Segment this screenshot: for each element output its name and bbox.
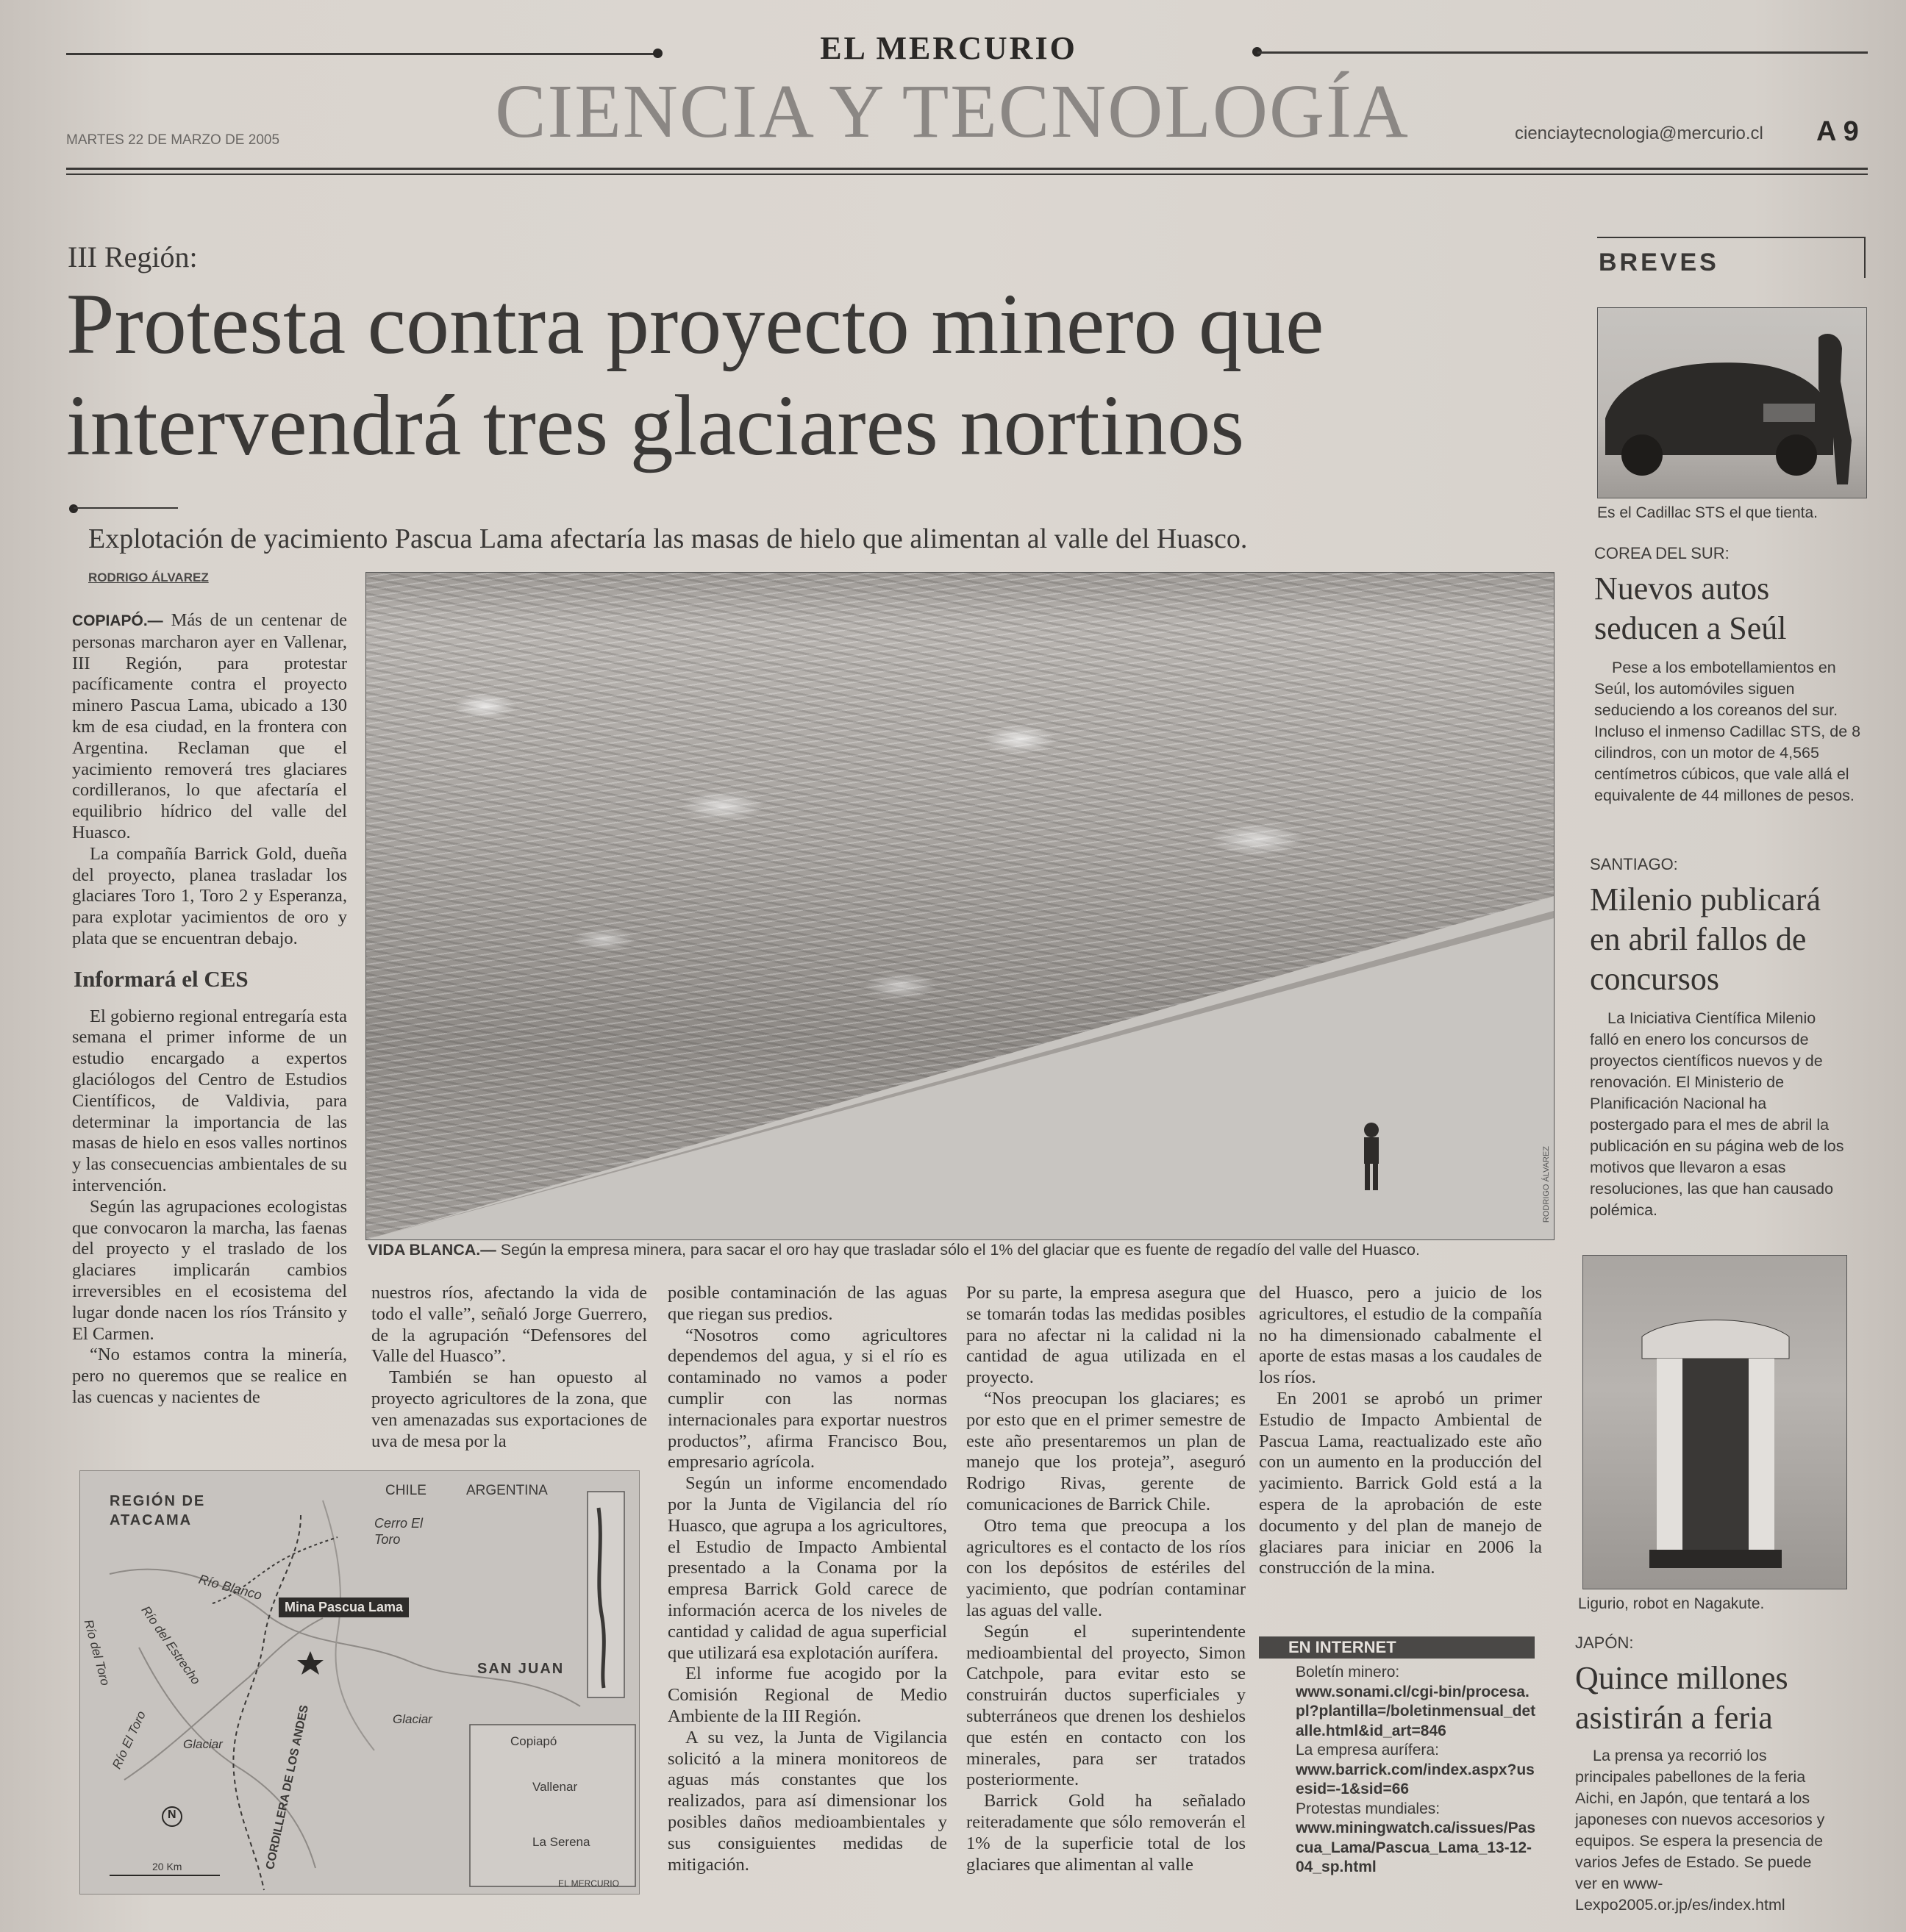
breves-side-rule [1864,237,1866,278]
article-headline [66,273,1581,476]
car-wheel-rear [1776,434,1817,476]
breve3-kicker: JAPÓN: [1575,1634,1634,1652]
internet-header: EN INTERNET [1288,1638,1396,1656]
mine-star-icon [297,1651,324,1675]
col2-paragraph-1: nuestros ríos, afectando la vida de todo el valle”, señaló Jorge Guerrero, de la agrupación “Defensores del Valle del Huasco”. [371,1283,647,1367]
map-label-rio-estrecho: Río del Estrecho [138,1603,204,1687]
cadillac-caption: Es el Cadillac STS el que tienta. [1597,504,1818,521]
breve3-body: La prensa ya recorrió los principales pabellones de la feria Aichi, en Japón, que tentará a los japoneses con nuevos accesorios y equipos. Se espera la presencia de varios Jefes de Estado. Se puede ver en www-Lexpo2005.or.jp/es/index.html [1575,1747,1825,1914]
breve-item-3 [1575,1634,1836,1916]
col5-paragraph-1: del Huasco, pero a juicio de los agricultores, el estudio de la compañía no ha dimensionado cabalmente el aporte de estas masas a los caudales de los ríos. [1259,1283,1542,1388]
photo-caption-text: Según la empresa minera, para sacar el oro hay que trasladar sólo el 1% del glaciar que es fuente de regadío del valle del Huasco. [500,1241,1420,1259]
breve2-body: La Iniciativa Científica Milenio falló en enero los concursos de proyectos científicos nuevos y de renovación. El Ministerio de Planificación Nacional ha postergado para el mes de abril la publicación en su página web de los motivos que llevaron a esas resoluciones, las que han causado polémica. [1590,1009,1844,1219]
headline-line-2: intervendrá tres glaciares nortinos [66,377,1245,473]
robot-stripe-right [1749,1359,1774,1550]
breve1-headline: Nuevos autos seducen a Seúl [1594,570,1787,646]
location-map [79,1470,640,1895]
paper-name: EL MERCURIO [820,30,1077,66]
col1-paragraph-3: El gobierno regional entregaría esta semana el primer informe de un estudio encargado a expertos glaciólogos del Centro de Estudios Científicos, de Valdivia, para determinar la importancia de las masas de hielo en esos valles nortinos y las consecuencias ambientales de su intervención. [72,1006,347,1195]
internet-label-2: La empresa aurífera: [1296,1742,1439,1759]
headline-line-1: Protesta contra proyecto minero que [66,276,1324,372]
col3-paragraph-5: A su vez, la Junta de Vigilancia solicitó a la minera monitoreos de aguas más constantes que los realizados, para así dimensionar los posibles daños medioambientales y sus consiguientes medidas de mitigación. [668,1727,947,1875]
section-title: CIENCIA Y TECNOLOGÍA [495,69,1410,154]
article-byline: RODRIGO ÁLVAREZ [88,570,209,584]
map-scale-label: 20 Km [152,1861,182,1872]
masthead-rule-right [1257,51,1868,54]
glacier-photo-art [366,573,1554,1239]
map-label-san-juan: SAN JUAN [477,1661,565,1677]
col1-paragraph-1 [72,610,347,844]
map-label-cordillera: CORDILLERA DE LOS ANDES [264,1703,312,1871]
col2-paragraph-2: También se han opuesto al proyecto agricultores de la zona, que ven amenazadas sus exportaciones de uva de mesa por la [371,1367,647,1451]
map-label-la-serena: La Serena [532,1835,590,1849]
map-label-glaciar-2: Glaciar [393,1712,432,1726]
col1-paragraph-4: Según las agrupaciones ecologistas que convocaron la marcha, las faenas del proyecto y el traslado de los glaciares implicarán cambios irreversibles en el ecosistema del lugar donde nacen los ríos Tránsito y El Carmen. [72,1196,347,1344]
cadillac-photo-art [1598,308,1866,498]
robot-base [1649,1550,1782,1568]
robot-photo-art [1583,1256,1846,1589]
col3-paragraph-2: “Nosotros como agricultores dependemos del agua, y si el río es contaminado no vamos a poder cumplir con las normas internacionales para exportar nuestros productos”, afirma Francisco Bou, empresario agrícola. [668,1325,947,1473]
breves-top-rule [1597,237,1866,238]
photo-caption [368,1241,1559,1259]
car-grille [1763,404,1815,422]
masthead-dot-left [653,49,663,58]
glacier-photo [365,572,1555,1240]
robot-caption: Ligurio, robot en Nagakute. [1578,1595,1765,1612]
internet-link-2[interactable]: www.barrick.com/index.aspx?usesid=-1&sid=66 [1296,1761,1535,1797]
col4-paragraph-1: Por su parte, la empresa asegura que se tomarán todas las medidas posibles para no afectar ni la calidad ni la cantidad de agua utilizada en el proyecto. [966,1283,1246,1388]
col5-paragraph-2: En 2001 se aprobó un primer Estudio de Impacto Ambiental de Pascua Lama, reactualizado este año con un aumento en la producción del yacimiento. Barrick Gold está a la espera de la aprobación de este documento y del plan de manejo de glaciares para iniciar en 2006 la construcción de la mina. [1259,1388,1542,1578]
article-kicker: III Región: [68,240,198,273]
map-label-copiapo: Copiapó [510,1734,557,1748]
map-label-region: REGIÓN DE ATACAMA [110,1493,206,1528]
map-credit: EL MERCURIO [558,1878,619,1889]
article-column-1 [72,610,347,1409]
col4-paragraph-5: Barrick Gold ha señalado reiteradamente que sólo removerán el 1% de la superficie total de los glaciares que alimentan al valle [966,1791,1246,1875]
section-email[interactable]: cienciaytecnologia@mercurio.cl [1515,124,1763,143]
breve1-body: Pese a los embotellamientos en Seúl, los automóviles siguen seduciendo a los coreanos del sur. Incluso el inmenso Cadillac STS, de 8 cilindros, con un motor de 4,565 centímetros cúbicos, que vale allá el equivalente de 44 millones de pesos. [1594,659,1861,804]
internet-link-3[interactable]: www.miningwatch.ca/issues/Pascua_Lama/Pascua_Lama_13-12-04_sp.html [1296,1820,1536,1875]
photo-caption-label: VIDA BLANCA.— [368,1241,496,1259]
article-column-4 [966,1283,1246,1875]
river-line-1 [110,1570,580,1706]
breve2-headline: Milenio publicará en abril fallos de concursos [1590,881,1821,997]
internet-links [1296,1663,1538,1878]
map-label-rio-el-toro: Río El Toro [110,1709,149,1772]
robot-stripe-left [1657,1359,1682,1550]
col4-paragraph-3: Otro tema que preocupa a los agricultores es el contacto de los ríos con los depósitos de estériles del yacimiento, que podrían contaminar las aguas del valle. [966,1515,1246,1620]
col1-p1-text: Más de un centenar de personas marcharon ayer en Vallenar, III Región, para protestar pacíficamente contra el proyecto minero Pascua Lama, ubicado a 130 km de esa ciudad, en la frontera con Argentina. Reclaman que el yacimiento removerá tres glaciares cordilleranos, lo que afectaría el equilibrio hídrico del valle del Huasco. [72,610,348,842]
map-label-rio-toro: Río del Toro [81,1618,113,1687]
car-wheel-front [1621,434,1663,476]
map-north-label: N [168,1808,176,1821]
border-line [233,1515,301,1890]
robot-photo [1582,1255,1847,1589]
deck-dot [69,504,78,513]
breve-item-2 [1590,855,1847,1221]
breve3-headline: Quince millones asistirán a feria [1575,1660,1788,1736]
map-label-chile: CHILE [385,1483,426,1498]
article-column-3 [668,1283,947,1875]
masthead-rule-left [66,53,658,55]
map-art [80,1471,639,1894]
article-dateline: COPIAPÓ.— [72,612,163,629]
col3-paragraph-1: posible contaminación de las aguas que riegan sus predios. [668,1283,947,1324]
page-number: A 9 [1816,116,1859,147]
locator-map-frame [470,1725,635,1886]
deck-rule [74,507,178,509]
article-column-2 [371,1283,647,1452]
cadillac-photo [1597,307,1867,498]
breves-header: BREVES [1599,248,1719,276]
internet-link-1[interactable]: www.sonami.cl/cgi-bin/procesa.pl?plantilla=/boletinmensual_detalle.html&id_art=846 [1296,1683,1536,1739]
col3-paragraph-4: El informe fue acogido por la Comisión Regional de Medio Ambiente de la III Región. [668,1664,947,1726]
col4-paragraph-2: “Nos preocupan los glaciares; es por esto que en el primer semestre de este año presentaremos un plan de manejo que los proteja”, aseguró Rodrigo Rivas, gerente de comunicaciones de Barrick Chile. [966,1388,1246,1514]
masthead-rule-bottom [66,173,1868,175]
robot-canopy [1642,1320,1789,1359]
article-deck: Explotación de yacimiento Pascua Lama afectaría las masas de hielo que alimentan al valle del Huasco. [88,523,1248,554]
issue-date: MARTES 22 DE MARZO DE 2005 [66,132,280,148]
col3-paragraph-3: Según un informe encomendado por la Junta de Vigilancia del río Huasco, que agrupa a los agricultores, el Estudio de Impacto Ambiental presentado a la Conama por la empresa Barrick Gold carece de información acerca de los niveles de cantidad y calidad de agua superficial que utilizará esa explotación aurífera. [668,1473,947,1663]
map-label-cerro: Cerro El Toro [374,1516,424,1547]
masthead-rule-top [66,168,1868,170]
internet-label-3: Protestas mundiales: [1296,1800,1441,1817]
col4-paragraph-4: Según el superintendente medioambiental del proyecto, Simon Catchpole, para evitar esto se construirán ductos superficiales y subterráneos que drenen los deshielos que estén en contacto con los minerales, para ser tratados posteriormente. [966,1621,1246,1790]
internet-label-1: Boletín minero: [1296,1664,1400,1681]
map-label-rio-blanco: Río Blanco [197,1571,264,1603]
map-label-argentina: ARGENTINA [466,1483,548,1498]
article-column-5 [1259,1283,1542,1579]
map-label-vallenar: Vallenar [532,1780,578,1794]
article-subhead: Informará el CES [74,965,249,992]
col1-paragraph-2: La compañía Barrick Gold, dueña del proyecto, planea trasladar los glaciares Toro 1, Toro 2 y Esperanza, para explotar yacimientos de oro y plata que se encuentran debajo. [72,843,347,948]
inset-map-frame [588,1492,624,1697]
internet-header-bar [1259,1636,1535,1659]
col1-paragraph-5: “No estamos contra la minería, pero no queremos que se realice en las cuencas y nacientes de [72,1345,347,1407]
map-label-mine: Mina Pascua Lama [279,1598,409,1617]
photo-credit: RODRIGO ÁLVAREZ [1542,1146,1551,1223]
river-line-4 [323,1500,374,1750]
map-label-glaciar-1: Glaciar [183,1737,223,1751]
breve2-kicker: SANTIAGO: [1590,855,1678,873]
breve1-kicker: COREA DEL SUR: [1594,544,1730,562]
breve-item-1 [1594,544,1870,806]
